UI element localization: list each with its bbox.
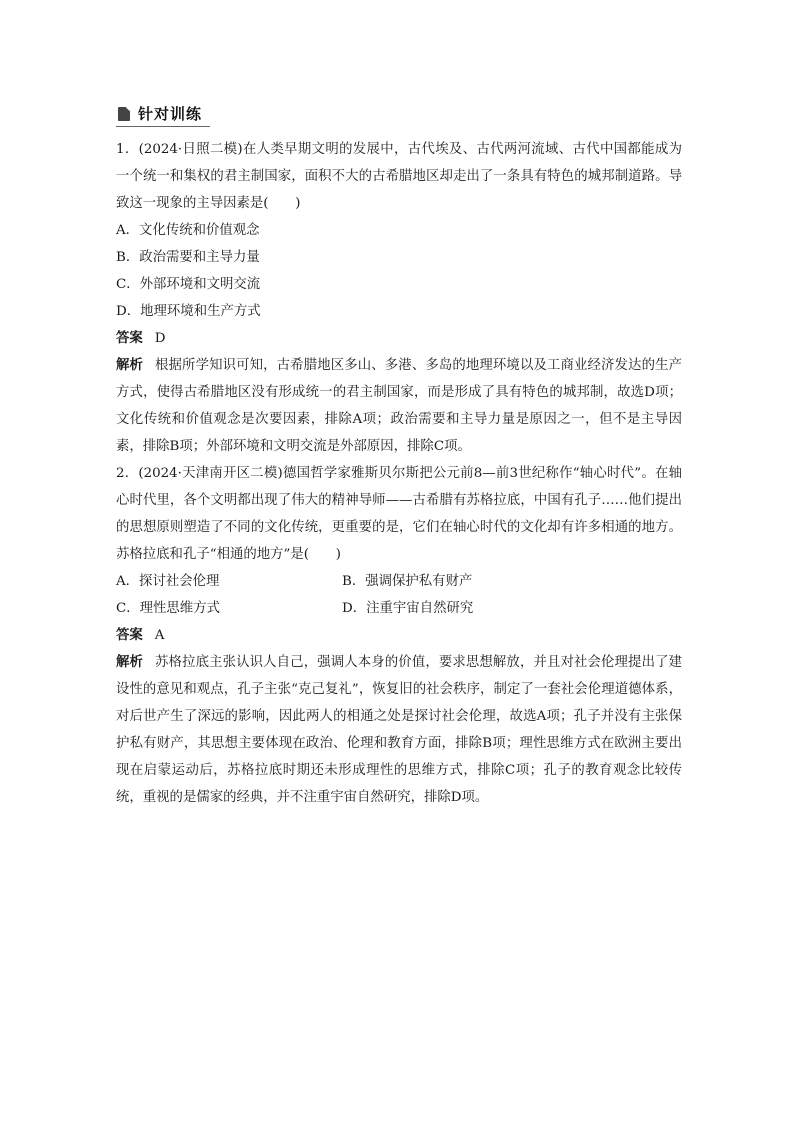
analysis-text: 根据所学知识可知，古希腊地区多山、多港、多岛的地理环境以及工商业经济发达的生产方式，使得古希腊地区没有形成统一的君主制国家，而是形成了具有特色的城邦制，故选D项；文化传统和价值观念是次要因素，排除A项；政治需要和主导力量是原因之一，但不是主导因素，排除B项；外部环境和文明交流是外部原因，排除C项。 — [116, 358, 682, 454]
option-a: A．文化传统和价值观念 — [116, 223, 260, 238]
option-c: C．理性思维方式 — [116, 601, 220, 616]
option-c: C．外部环境和文明交流 — [116, 277, 261, 292]
answer-label: 答案 — [116, 331, 143, 346]
option-row — [116, 595, 682, 622]
document-icon — [118, 107, 130, 121]
option-b: B．政治需要和主导力量 — [116, 250, 260, 265]
section-header — [116, 100, 682, 128]
question-1 — [116, 136, 682, 460]
analysis-paragraph — [116, 352, 682, 460]
analysis-label: 解析 — [116, 358, 144, 373]
answer-label: 答案 — [116, 628, 143, 643]
question-stem: 2．(2024·天津南开区二模)德国哲学家雅斯贝尔斯把公元前8—前3世纪称作“轴心时代”。在轴心时代里，各个文明都出现了伟大的精神导师——古希腊有苏格拉底，中国有孔子……他们提出的思想原则塑造了不同的文化传统，更重要的是，它们在轴心时代的文化却有许多相通的地方。苏格拉底和孔子“相通的地方”是( ) — [116, 466, 682, 562]
section-title: 针对训练 — [138, 105, 203, 123]
option-d: D．地理环境和生产方式 — [116, 304, 261, 319]
analysis-text: 苏格拉底主张认识人自己，强调人本身的价值，要求思想解放，并且对社会伦理提出了建设性的意见和观点，孔子主张“克己复礼”，恢复旧的社会秩序，制定了一套社会伦理道德体系，对后世产生了深远的影响，因此两人的相通之处是探讨社会伦理，故选A项；孔子并没有主张保护私有财产，其思想主要体现在政治、伦理和教育方面，排除B项；理性思维方式在欧洲主要出现在启蒙运动后，苏格拉底时期还未形成理性的思维方式，排除C项；孔子的教育观念比较传统，重视的是儒家的经典，并不注重宇宙自然研究，排除D项。 — [116, 655, 682, 805]
analysis-label: 解析 — [116, 655, 144, 670]
answer-line — [116, 325, 682, 352]
question-stem: 1．(2024·日照二模)在人类早期文明的发展中，古代埃及、古代两河流域、古代中国都能成为一个统一和集权的君主制国家，面积不大的古希腊地区却走出了一条具有特色的城邦制道路。导致这一现象的主导因素是( ) — [116, 142, 682, 211]
option-row — [116, 568, 682, 595]
document-page — [116, 100, 682, 811]
section-underline — [116, 126, 210, 127]
analysis-paragraph — [116, 649, 682, 811]
question-2 — [116, 460, 682, 811]
option-d: D．注重宇宙自然研究 — [342, 601, 474, 616]
answer-line — [116, 622, 682, 649]
answer-value: A — [154, 628, 165, 643]
option-b: B．强调保护私有财产 — [342, 574, 473, 589]
answer-value: D — [154, 331, 166, 346]
option-a: A．探讨社会伦理 — [116, 574, 220, 589]
